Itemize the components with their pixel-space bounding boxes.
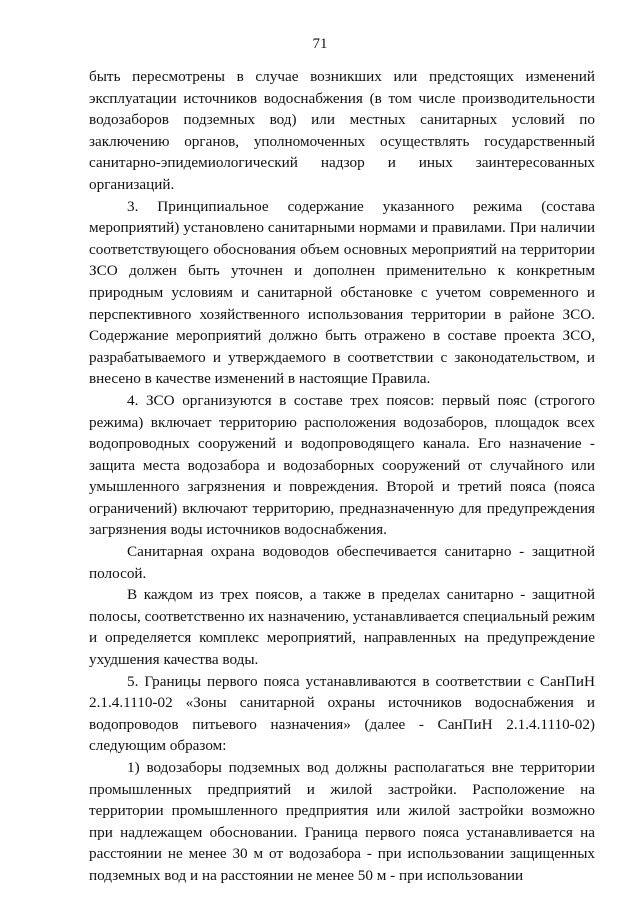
paragraph-item-3: 3. Принципиальное содержание указанного режима (состава мероприятий) установлено санитарными нормами и правилами. При наличии соответствующего обоснования объем основных мероприятий на территории ЗСО должен быть уточнен и дополнен применительно к конкретным природным условиям и санитарной обстановке с учетом современного и перспективного хозяйственного использования территории в районе ЗСО. Содержание мероприятий должно быть отражено в составе проекта ЗСО, разрабатываемого и утверждаемого в соответствии с законодательством, и внесено в качестве изменений в настоящие Правила. xyxy=(89,197,595,388)
paragraph-special-regime: В каждом из трех поясов, а также в пределах санитарно - защитной полосы, соответственно их назначению, устанавливается специальный режим и определяется комплекс мероприятий, направленных на предупреждение ухудшения качества воды. xyxy=(89,586,595,669)
paragraph-item-4: 4. ЗСО организуются в составе трех поясов: первый пояс (строгого режима) включает территорию расположения водозаборов, площадок всех водопроводных сооружений и водопроводящего канала. Его назначение - защита места водозабора и водозаборных сооружений от случайного или умышленного загрязнения и повреждения. Второй и третий пояса (пояса ограничений) включают территорию, предназначенную для предупреждения загрязнения воды источников водоснабжения. xyxy=(89,391,595,539)
paragraph-item-5: 5. Границы первого пояса устанавливаются в соответствии с СанПиН 2.1.4.1110-02 «Зоны санитарной охраны источников водоснабжения и водопроводов питьевого назначения» (далее - СанПиН 2.1.4.1110-02) следующим образом: xyxy=(89,672,595,755)
document-body xyxy=(89,66,595,887)
page-number: 71 xyxy=(312,36,328,52)
paragraph-water-conduits: Санитарная охрана водоводов обеспечивается санитарно - защитной полосой. xyxy=(89,543,595,582)
paragraph-subitem-1: 1) водозаборы подземных вод должны располагаться вне территории промышленных предприятий и жилой застройки. Расположение на территории промышленного предприятия или жилой застройки возможно при надлежащем обосновании. Граница первого пояса устанавливается на расстоянии не менее 30 м от водозабора - при использовании защищенных подземных вод и на расстоянии не менее 50 м - при использовании xyxy=(89,759,595,884)
paragraph-continuation: быть пересмотрены в случае возникших или предстоящих изменений эксплуатации источников водоснабжения (в том числе производительности водозаборов подземных вод) или местных санитарных условий по заключению органов, уполномоченных осуществлять государственный санитарно-эпидемиологический надзор и иных заинтересованных организаций. xyxy=(89,68,595,193)
